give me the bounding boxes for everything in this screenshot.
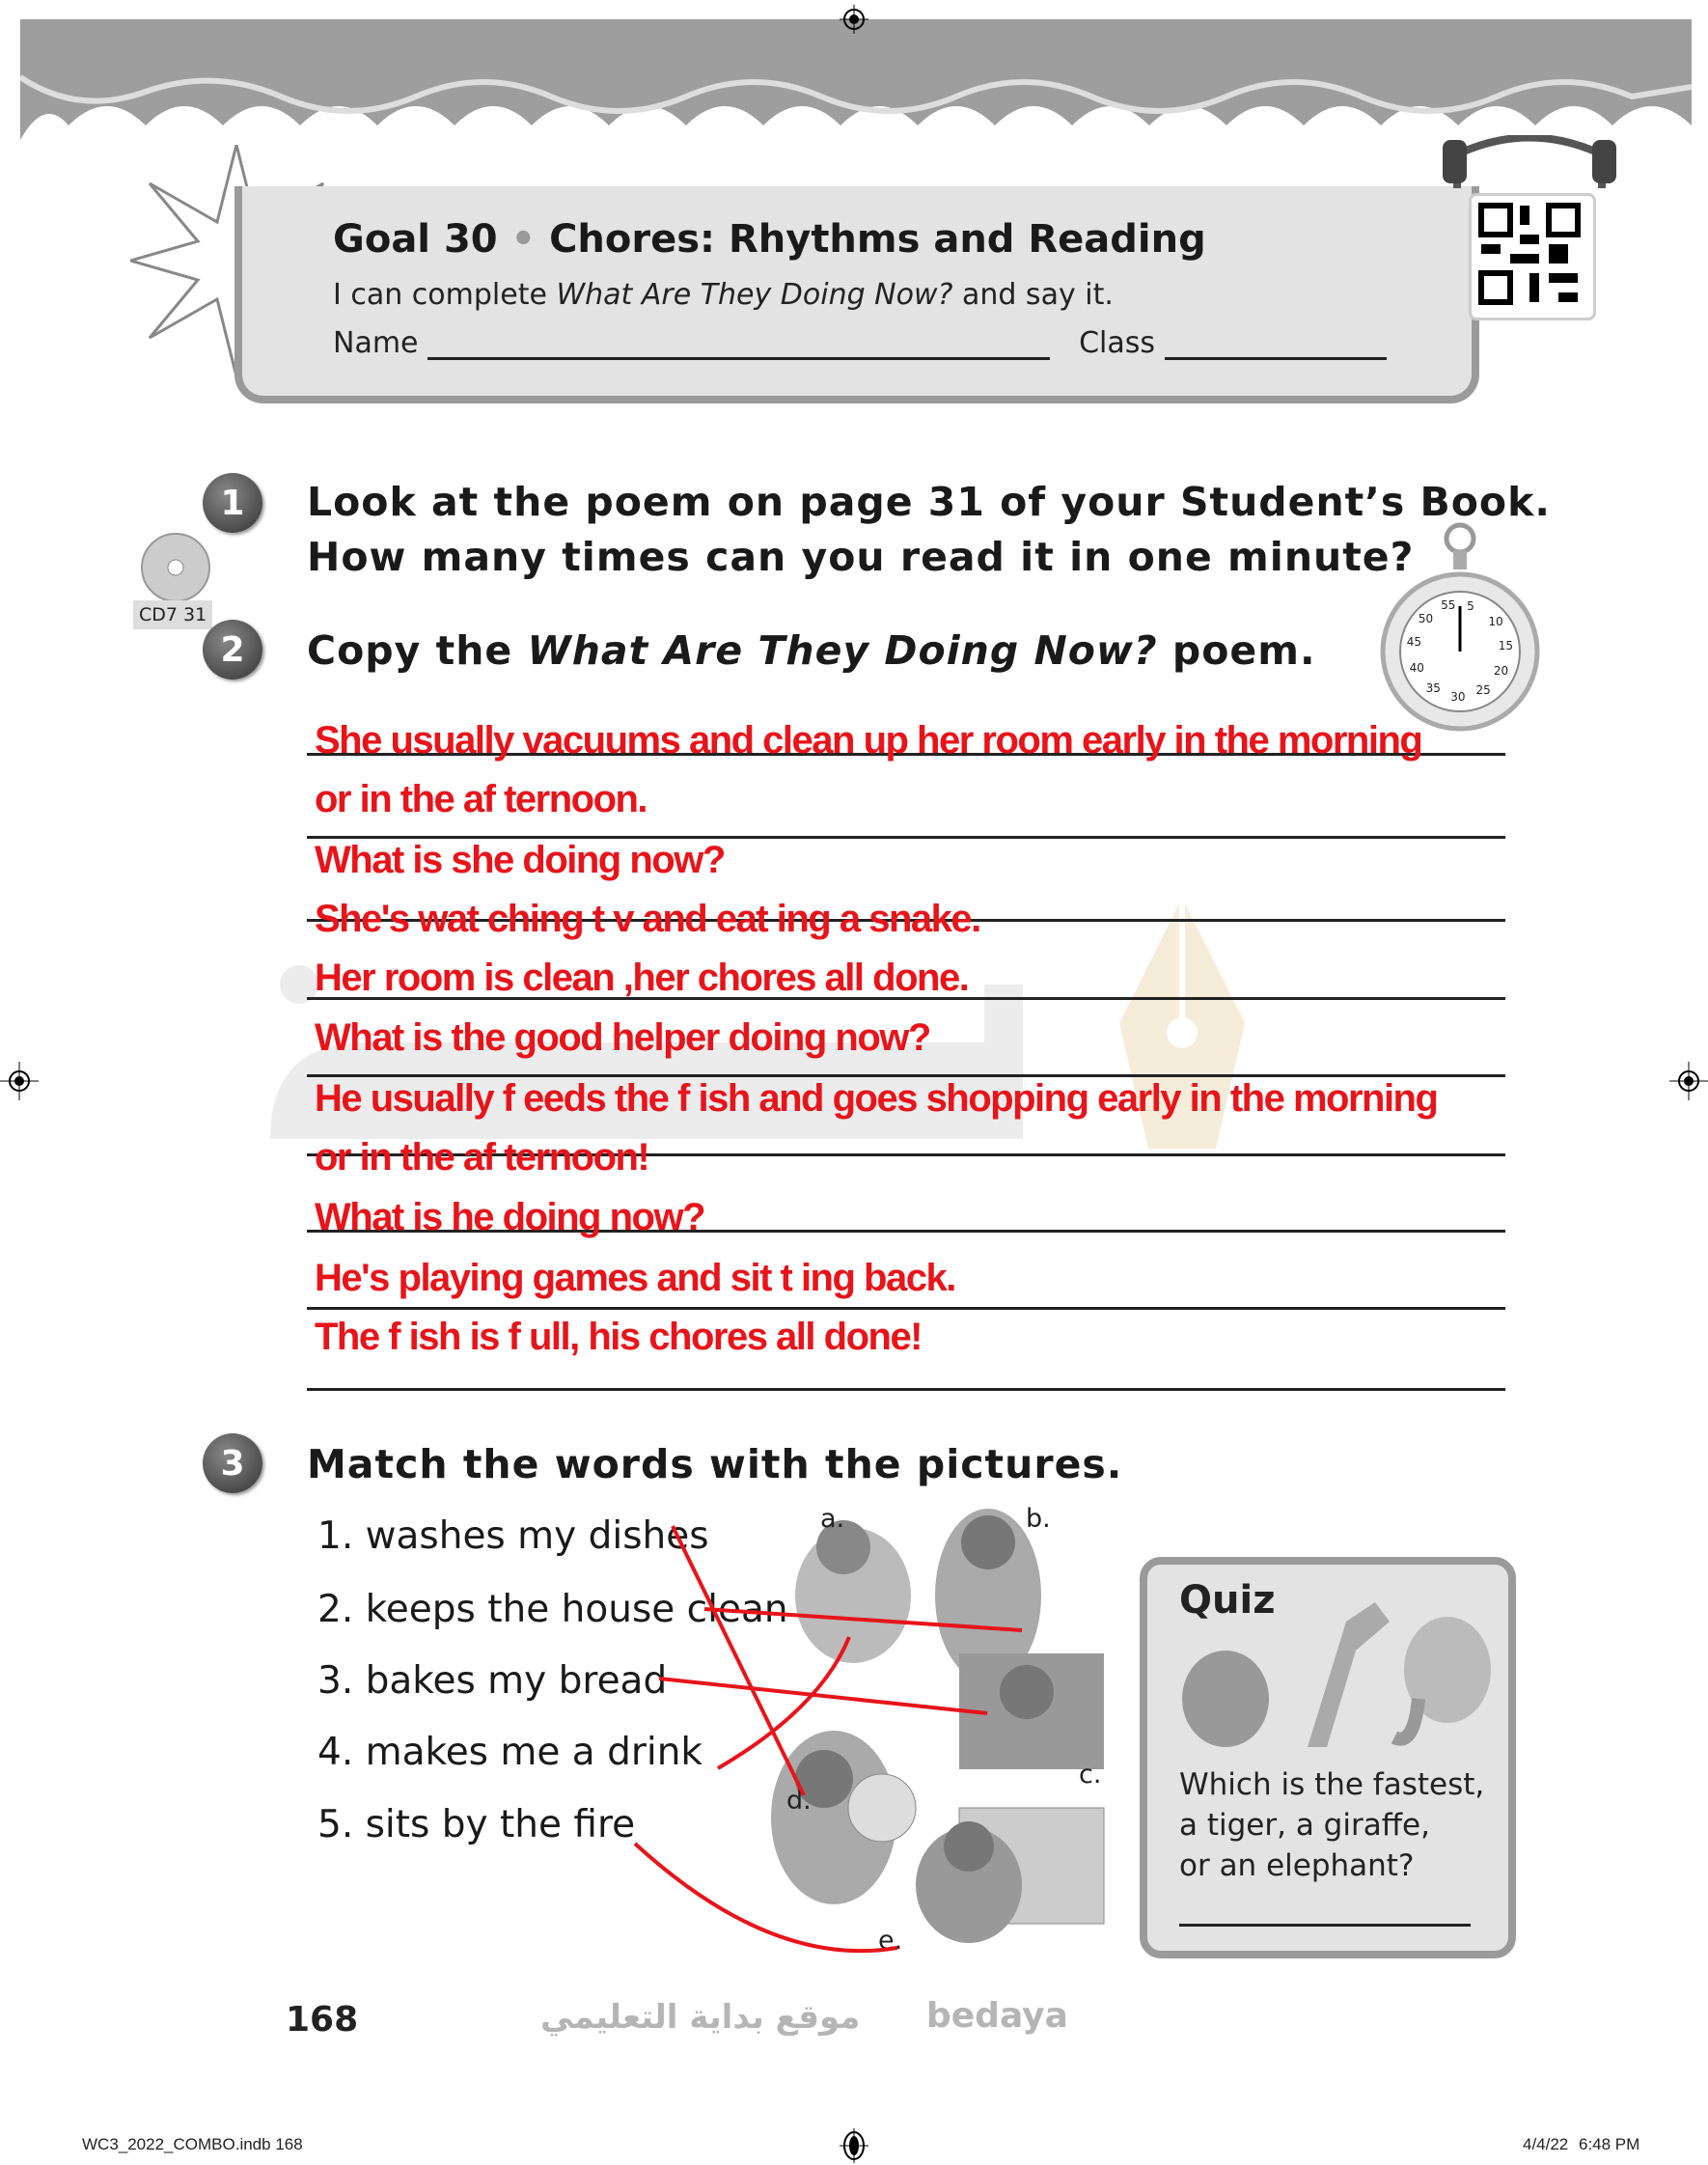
stopwatch-number: 40 [1409, 661, 1424, 676]
poem-title: What Are They Doing Now? [527, 627, 1158, 674]
stopwatch-icon [1378, 521, 1542, 734]
stopwatch-number: 15 [1498, 638, 1513, 652]
watermark-text: موقع بداية التعليمي [540, 1998, 861, 2037]
footer-time: 6:48 PM [1579, 2135, 1640, 2153]
class-label: Class [1079, 326, 1155, 360]
exercise-1-number: 1 [203, 473, 262, 533]
answer-line: Her room is clean ,her chores all done. [315, 957, 969, 999]
stopwatch-number: 20 [1493, 664, 1509, 679]
stopwatch-number: 30 [1450, 689, 1466, 704]
exercise-3-instruction: Match the words with the pictures. [307, 1441, 1123, 1487]
stopwatch-number: 45 [1406, 635, 1422, 650]
exercise-2-number: 2 [203, 620, 262, 680]
separator-dot: • [510, 217, 537, 262]
quiz-title: Quiz [1179, 1578, 1276, 1623]
goal-title [333, 217, 1206, 262]
stopwatch-number: 5 [1467, 599, 1474, 614]
headphones-icon [1438, 135, 1621, 193]
quiz-question-line: Which is the fastest, [1179, 1767, 1485, 1802]
match-item: 2. keeps the house clean [317, 1588, 788, 1631]
pen-nib-watermark [1110, 898, 1254, 1216]
match-item: 3. bakes my bread [317, 1659, 668, 1703]
goal-topic: Chores: Rhythms and Reading [549, 217, 1206, 262]
match-item: 5. sits by the fire [317, 1803, 636, 1846]
quiz-question [1179, 1764, 1484, 1886]
quiz-question-line: or an elephant? [1179, 1848, 1415, 1883]
footer-filename: WC3_2022_COMBO.indb 168 [82, 2135, 303, 2153]
answer-line: What is he doing now? [315, 1196, 705, 1238]
answer-line: What is the good helper doing now? [315, 1016, 930, 1059]
registration-mark-icon [1669, 1052, 1708, 1110]
subtitle-poem-title: What Are They Doing Now? [556, 278, 953, 312]
answer-line: She's wat ching t v and eat ing a snake. [315, 898, 980, 940]
instruction-text-end: poem. [1157, 627, 1316, 674]
answer-line: The f ish is f ull, his chores all done! [315, 1316, 923, 1358]
quiz-question-line: a tiger, a giraffe, [1179, 1808, 1430, 1843]
watermark-latin: bedaya [926, 1996, 1068, 2036]
answer-line: or in the af ternoon! [315, 1136, 649, 1179]
writing-line [307, 1307, 1505, 1310]
goal-subtitle [333, 278, 1114, 312]
match-item: 4. makes me a drink [317, 1731, 703, 1774]
registration-mark-icon [0, 1052, 39, 1110]
stopwatch-number: 50 [1418, 612, 1434, 626]
match-item: 1. washes my dishes [317, 1514, 709, 1558]
exercise-2-instruction [307, 627, 1316, 674]
answer-line: He's playing games and sit t ing back. [315, 1257, 955, 1299]
answer-line: She usually vacuums and clean up her room early in the morning [315, 719, 1422, 762]
goal-number: Goal 30 [333, 217, 498, 262]
exercise-1-line-2: How many times can you read it in one minute? [307, 534, 1415, 580]
page-number: 168 [286, 2000, 359, 2040]
name-label: Name [333, 326, 419, 360]
name-field[interactable] [427, 330, 1050, 360]
subtitle-text: I can complete [333, 278, 557, 312]
animals-illustration [1182, 1564, 1501, 1757]
exercise-1-line-1: Look at the poem on page 31 of your Student’s Book. [307, 479, 1551, 525]
stopwatch-number: 35 [1425, 681, 1441, 696]
picture-label-c: c. [1079, 1760, 1102, 1790]
registration-mark-icon [840, 2128, 868, 2163]
stopwatch-number: 25 [1475, 683, 1491, 698]
quiz-answer-line[interactable] [1179, 1924, 1471, 1927]
name-class-row [333, 326, 1387, 360]
picture-label-b: b. [1026, 1504, 1051, 1534]
robots-illustration [766, 1499, 1125, 1955]
answer-line: He usually f eeds the f ish and goes shopping early in the morning [315, 1077, 1438, 1120]
answer-line: or in the af ternoon. [315, 778, 647, 820]
class-field[interactable] [1165, 330, 1387, 360]
registration-mark-icon [840, 5, 868, 34]
answer-line: What is she doing now? [315, 839, 725, 881]
curtain-banner [20, 19, 1692, 140]
stopwatch-number: 55 [1441, 598, 1456, 613]
picture-label-e: e. [878, 1926, 903, 1956]
exercise-3-number: 3 [203, 1433, 262, 1493]
cd-track-label: CD7 31 [133, 600, 212, 629]
picture-label-d: d. [786, 1786, 812, 1816]
stopwatch-number: 10 [1488, 614, 1503, 628]
instruction-text: Copy the [307, 627, 528, 674]
qr-code[interactable] [1469, 193, 1596, 320]
subtitle-text-end: and say it. [952, 278, 1114, 312]
qr-code-icon [1472, 196, 1587, 312]
cd-icon [137, 529, 214, 606]
footer-date: 4/4/22 [1523, 2135, 1569, 2153]
picture-label-a: a. [820, 1504, 845, 1534]
writing-line [307, 1388, 1505, 1391]
